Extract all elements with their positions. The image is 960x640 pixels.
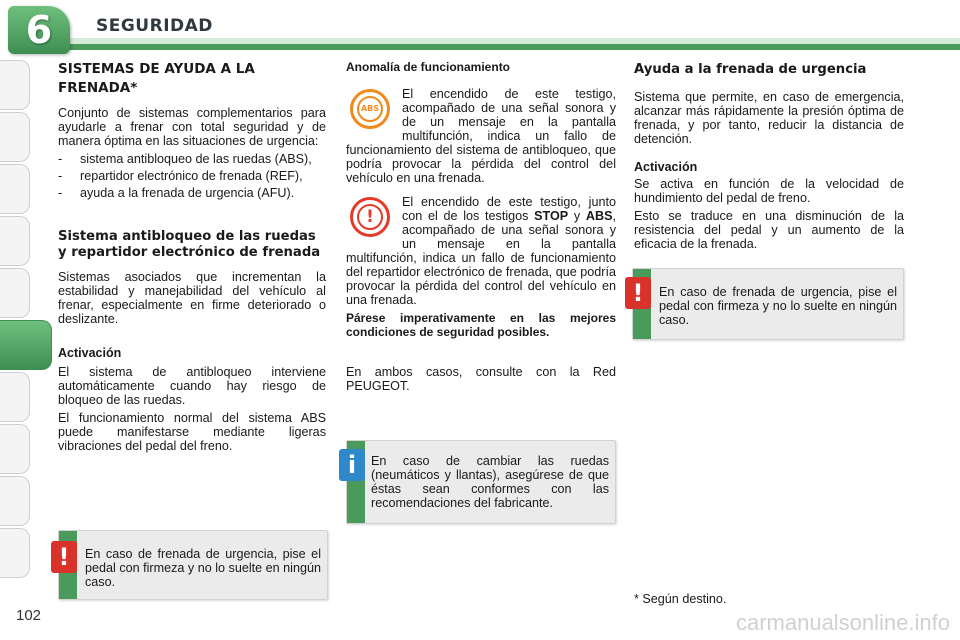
abs-warning-lamp-icon: [350, 89, 390, 129]
ref-text-a: El encendido de este testigo, junto con el de los testigos: [402, 195, 616, 223]
footnote: * Según destino.: [634, 592, 727, 606]
abs-title: Sistema antibloqueo de las ruedas y repartidor electrónico de frenada: [58, 229, 321, 260]
brake-warning-lamp-icon: [350, 197, 390, 237]
column-2: [346, 60, 616, 397]
side-tab-4: [0, 216, 30, 266]
side-tab-6-active: [0, 320, 52, 370]
warning-icon: !: [625, 277, 651, 309]
activation-text-2: Esto se traduce en una disminución de la resistencia del pedal y un aumento de la eficacia de la frenada.: [634, 209, 904, 251]
afu-title: Ayuda a la frenada de urgencia: [634, 62, 867, 77]
side-tab-9: [0, 476, 30, 526]
ref-text-b: , acompañado de una señal sonora y un mensaje en la pantalla multifunción, indica un fallo de funcionamiento del repartidor electrónico de frenada, que podría provocar la pérdida del control del vehículo en una frenada.: [346, 209, 616, 307]
activation-title: Activación: [58, 346, 122, 360]
chapter-number: 6: [25, 8, 53, 52]
activation-title: Activación: [634, 160, 698, 174]
list-item: - repartidor electrónico de frenada (REF),: [58, 169, 326, 183]
side-tab-5: [0, 268, 30, 318]
note-text: En caso de frenada de urgencia, pise el pedal con firmeza y no lo suelte en ningún caso.: [659, 285, 897, 327]
stop-warning-text: Párese imperativamente en las mejores condiciones de seguridad posibles.: [346, 311, 616, 339]
abs-text: Sistemas asociados que incrementan la estabilidad y manejabilidad del vehículo al frenar, especialmente en firme deteriorado o deslizante.: [58, 270, 326, 326]
header-stripe: [60, 44, 960, 50]
abs-word: ABS: [585, 209, 613, 223]
side-tab-7: [0, 372, 30, 422]
side-tab-8: [0, 424, 30, 474]
side-tab-3: [0, 164, 30, 214]
column-3: [634, 60, 904, 255]
abs-anomaly-text: El encendido de este testigo, acompañado de una señal sonora y de un mensaje en la pantalla multifunción, indica un fallo de funcionamiento del sistema de antibloqueo, que podría provocar la pérdida del control del vehículo en una frenada.: [346, 87, 616, 185]
anomaly-title: Anomalía de funcionamiento: [346, 60, 511, 74]
side-tab-2: [0, 112, 30, 162]
brake-lamp-label: !: [357, 204, 383, 230]
and-word: y: [568, 209, 586, 223]
consult-text: En ambos casos, consulte con la Red PEUGEOT.: [346, 365, 616, 393]
chapter-tab: [8, 6, 70, 54]
side-tab-1: [0, 60, 30, 110]
page-title: SEGURIDAD: [96, 16, 213, 36]
note-text: En caso de cambiar las ruedas (neumáticos y llantas), asegúrese de que éstas sean conformes con las recomendaciones del fabricante.: [371, 454, 609, 510]
activation-text-2: El funcionamiento normal del sistema ABS puede manifestarse mediante ligeras vibraciones del pedal del freno.: [58, 411, 326, 453]
list-item: - sistema antibloqueo de las ruedas (ABS),: [58, 152, 326, 166]
intro-text: Conjunto de sistemas complementarios para ayudarle a frenar con total seguridad y de manera óptima en las situaciones de urgencia:: [58, 106, 326, 148]
note-box-warning-left: [58, 530, 328, 600]
watermark: carmanualsonline.info: [735, 610, 950, 635]
warning-icon: !: [51, 541, 77, 573]
stop-word: STOP: [534, 209, 569, 223]
note-text: En caso de frenada de urgencia, pise el pedal con firmeza y no lo suelte en ningún caso.: [85, 547, 321, 589]
abs-lamp-label: ABS: [357, 96, 383, 122]
afu-intro: Sistema que permite, en caso de emergencia, alcanzar más rápidamente la presión óptima de frenada, y por tanto, reducir la distancia de detención.: [634, 90, 904, 146]
info-icon: i: [339, 449, 365, 481]
note-box-info: [346, 440, 616, 524]
activation-text-1: El sistema de antibloqueo interviene automáticamente cuando hay riesgo de bloqueo de las ruedas.: [58, 365, 326, 407]
section-title: SISTEMAS DE AYUDA A LA FRENADA*: [58, 61, 255, 96]
list-item: - ayuda a la frenada de urgencia (AFU).: [58, 186, 326, 200]
activation-text-1: Se activa en función de la velocidad de hundimiento del pedal de freno.: [634, 177, 904, 205]
side-tab-10: [0, 528, 30, 578]
note-box-warning-right: [632, 268, 904, 340]
page-number: 102: [16, 607, 42, 624]
column-1: [58, 60, 326, 457]
systems-list: [58, 152, 326, 200]
